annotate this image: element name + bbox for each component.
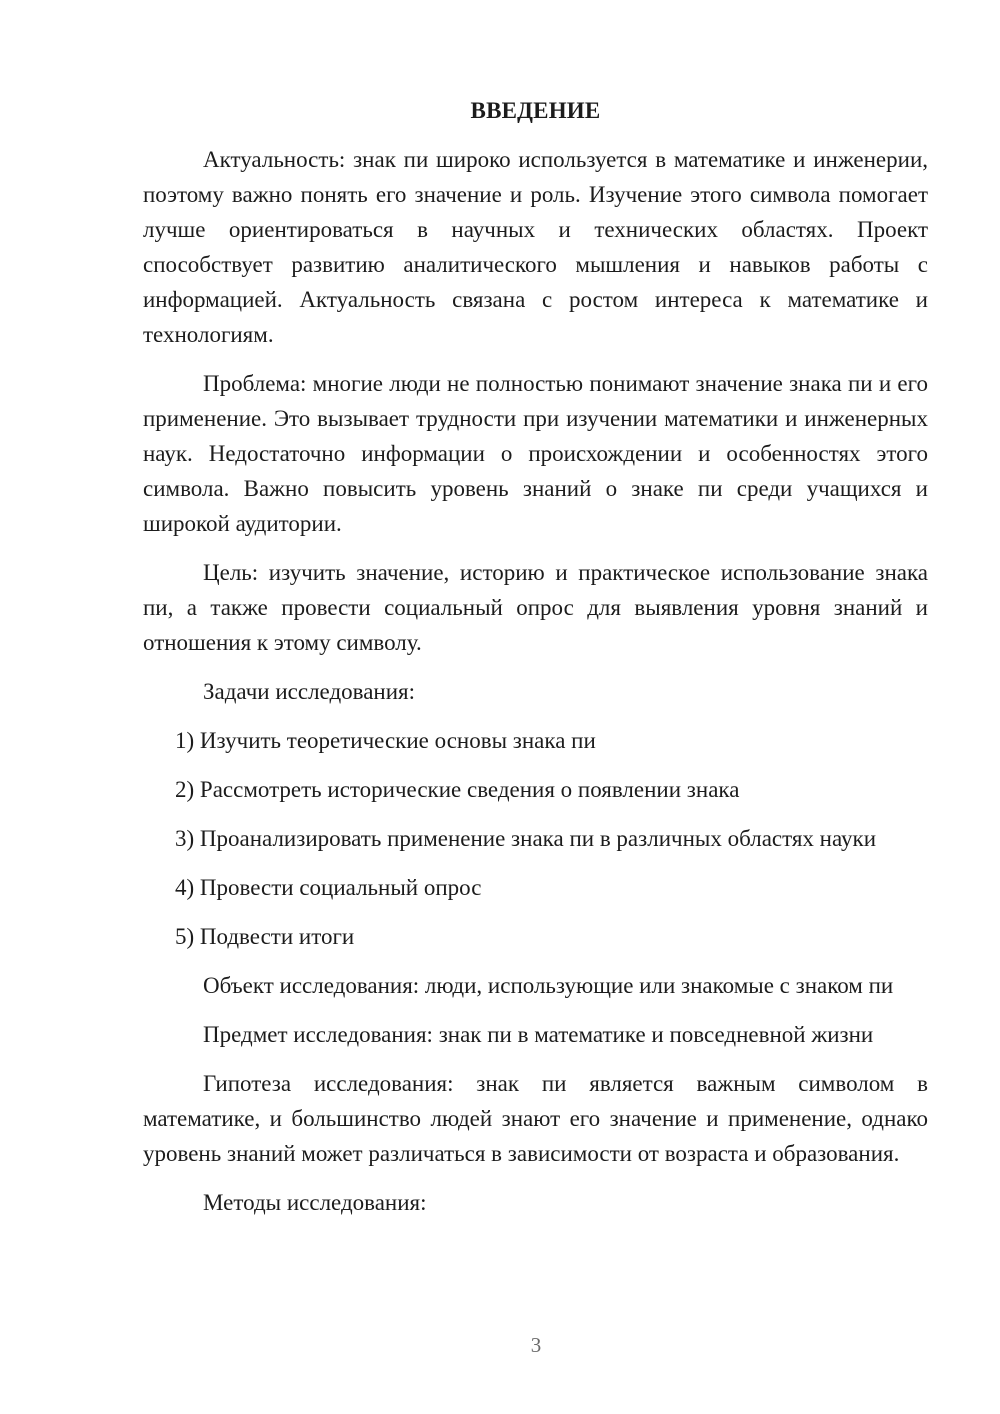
page-content: [143, 96, 928, 1234]
problem-paragraph: Проблема: многие люди не полностью понимают значение знака пи и его применение. Это вызывает трудности при изучении математики и инженерных наук. Недостаточно информации о происхождении и особенностях этого символа. Важно повысить уровень знаний о знаке пи среди учащихся и широкой аудитории.: [143, 371, 928, 536]
page-number: 3: [530, 1333, 542, 1357]
task-item-5: 5) Подвести итоги: [175, 924, 355, 949]
subject-paragraph: Предмет исследования: знак пи в математике и повседневной жизни: [203, 1022, 874, 1047]
object-paragraph: Объект исследования: люди, использующие или знакомые с знаком пи: [203, 973, 894, 998]
hypothesis-paragraph: Гипотеза исследования: знак пи является важным символом в математике, и большинство людей знают его значение и применение, однако уровень знаний может различаться в зависимости от возраста и образования.: [143, 1071, 928, 1166]
page-title: ВВЕДЕНИЕ: [470, 98, 601, 123]
relevance-paragraph: Актуальность: знак пи широко используется в математике и инженерии, поэтому важно понять его значение и роль. Изучение этого символа помогает лучше ориентироваться в научных и технических областях. Проект способствует развитию аналитического мышления и навыков работы с информацией. Актуальность связана с ростом интереса к математике и технологиям.: [143, 147, 928, 347]
methods-heading: Методы исследования:: [203, 1190, 427, 1215]
task-item-2: 2) Рассмотреть исторические сведения о появлении знака: [175, 777, 740, 802]
goal-paragraph: Цель: изучить значение, историю и практическое использование знака пи, а также провести социальный опрос для выявления уровня знаний и отношения к этому символу.: [143, 560, 928, 655]
task-item-4: 4) Провести социальный опрос: [175, 875, 482, 900]
task-item-3: 3) Проанализировать применение знака пи в различных областях науки: [175, 826, 877, 851]
task-item-1: 1) Изучить теоретические основы знака пи: [175, 728, 596, 753]
tasks-heading: Задачи исследования:: [203, 679, 416, 704]
